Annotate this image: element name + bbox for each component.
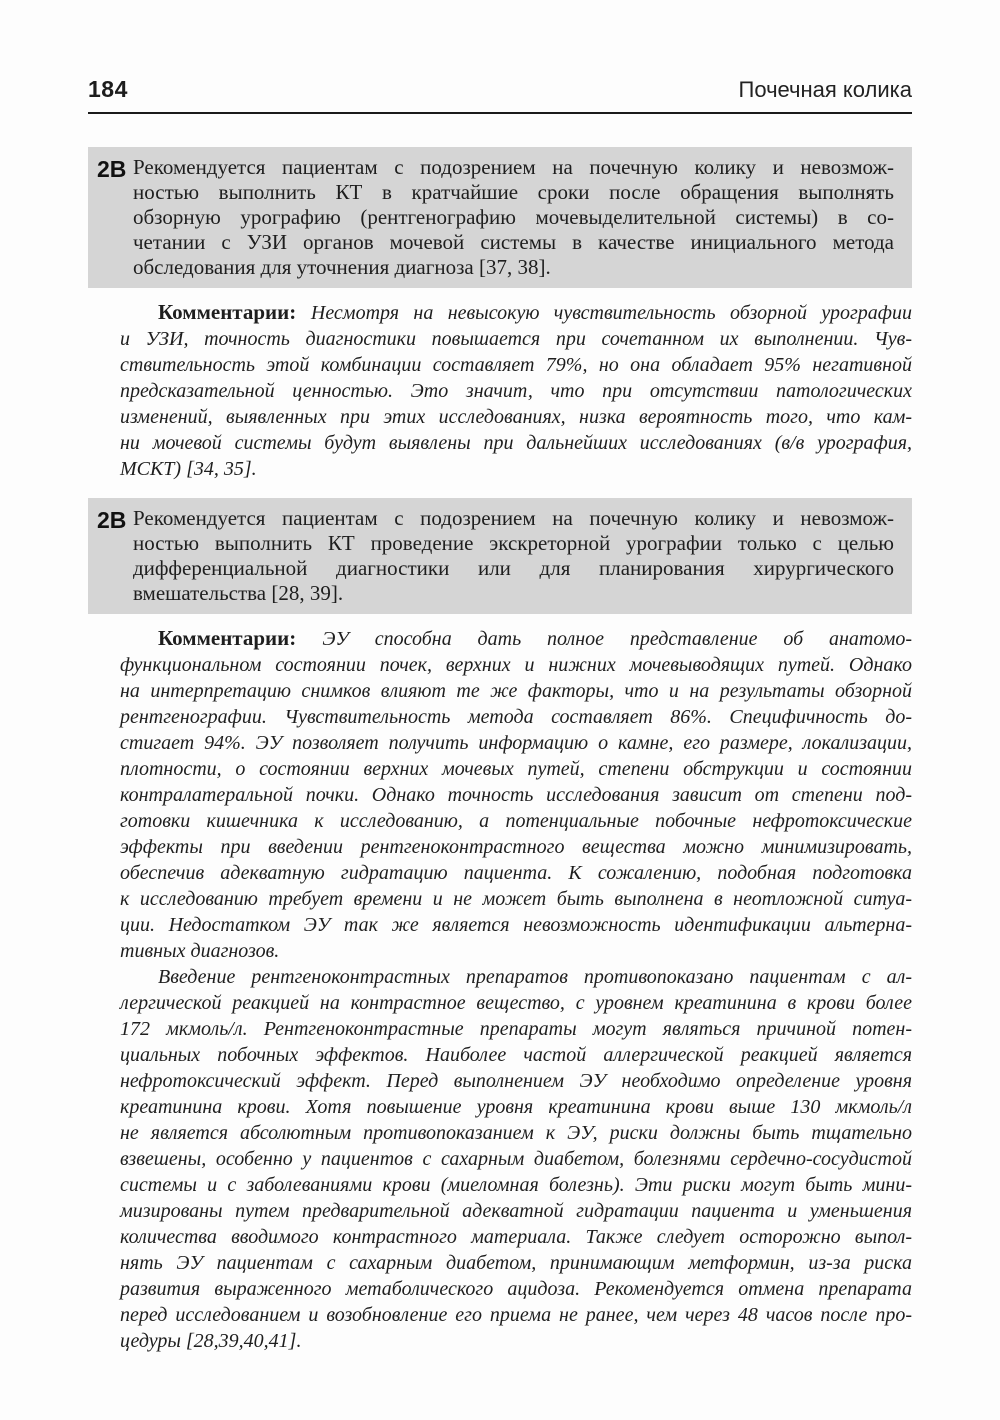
- comments-section-2: [120, 625, 912, 1354]
- text-line: лергической реакцией на контрастное вещество, с уровнем креатинина в крови более: [120, 992, 912, 1014]
- text-line: контралатеральной почки. Однако точность исследования зависит от степени под-: [120, 784, 912, 806]
- text-line: Рекомендуется пациентам с подозрением на почечную колику и невозмож-: [133, 155, 894, 179]
- text-line: функциональном состоянии почек, верхних и нижних мочевыводящих путей. Однако: [120, 654, 912, 676]
- text-line: циальных побочных эффектов. Наиболее частой аллергической реакцией является: [120, 1044, 912, 1066]
- text-line: на интерпретацию снимков влияют те же факторы, что и на результаты обзорной: [120, 680, 912, 702]
- text-line: ствительность этой комбинации составляет 79%, но она обладает 95% негативной: [120, 354, 912, 376]
- text-line: ни мочевой системы будут выявлены при дальнейших исследованиях (в/в урография,: [120, 432, 912, 454]
- text-line: Комментарии: Несмотря на невысокую чувствительность обзорной урографии: [158, 300, 912, 324]
- comments-label: Комментарии:: [158, 626, 323, 650]
- text-line: плотности, о состоянии верхних мочевых путей, степени обструкции и состоянии: [120, 758, 912, 780]
- text-line: рентгенографии. Чувствительность метода составляет 86%. Специфичность до-: [120, 706, 912, 728]
- text-line: Введение рентгеноконтрастных препаратов противопоказано пациентам с ал-: [158, 966, 912, 988]
- text-line: нефротоксический эффект. Перед выполнением ЭУ необходимо определение уровня: [120, 1070, 912, 1092]
- text-line: Рекомендуется пациентам с подозрением на почечную колику и невозмож-: [133, 506, 894, 530]
- recommendation-block-1: [88, 147, 912, 288]
- text-line: 172 мкмоль/л. Рентгеноконтрастные препараты могут являться причиной потен-: [120, 1018, 912, 1040]
- text-line: обзорную урографию (рентгенографию мочевыделительной системы) в со-: [133, 205, 894, 229]
- running-title: Почечная колика: [738, 77, 912, 102]
- text-line: ностью выполнить КТ в кратчайшие сроки после обращения выполнять: [133, 180, 894, 204]
- grade-badge-2: 2B: [97, 507, 127, 533]
- recommendation-text-2: [133, 506, 894, 606]
- text-line: МСКТ) [34, 35].: [120, 458, 257, 480]
- text-line: предсказательной ценностью. Это значит, что при отсутствии патологических: [120, 380, 912, 402]
- recommendation-block-2: [88, 498, 912, 614]
- text-line: ностью выполнить КТ проведение экскреторной урографии только с целью: [133, 531, 894, 555]
- comments-label: Комментарии:: [158, 300, 311, 324]
- grade-badge-1: 2B: [97, 156, 127, 182]
- text-line: к исследованию требует времени и не может быть выполнена в неотложной ситуа-: [120, 888, 912, 910]
- text-line: обеспечив адекватную гидратацию пациента. К сожалению, подобная подготовка: [120, 862, 912, 884]
- recommendation-text-1: [133, 155, 894, 280]
- text-line: системы и с заболеваниями крови (миеломная болезнь). Эти риски могут быть мини-: [120, 1174, 912, 1196]
- text-line: и УЗИ, точность диагностики повышается при сочетанном их выполнении. Чув-: [120, 328, 912, 350]
- text-line: вмешательства [28, 39].: [133, 581, 344, 605]
- text-line: эффекты при введении рентгеноконтрастного вещества можно минимизировать,: [120, 836, 912, 858]
- text-line: готовки кишечника к исследованию, а потенциальные побочные нефротоксические: [120, 810, 912, 832]
- page-number: 184: [88, 76, 128, 102]
- text-line: нять ЭУ пациентам с сахарным диабетом, принимающим метформин, из-за риска: [120, 1252, 912, 1274]
- text-line: не является абсолютным противопоказанием к ЭУ, риски должны быть тщательно: [120, 1122, 912, 1144]
- page-header: [88, 76, 912, 114]
- text-line: обследования для уточнения диагноза [37, 38].: [133, 255, 551, 279]
- text-line: креатинина крови. Хотя повышение уровня креатинина крови выше 130 мкмоль/л: [120, 1096, 912, 1118]
- text-line: стигает 94%. ЭУ позволяет получить информацию о камне, его размере, локализации,: [120, 732, 912, 754]
- text-line: мизированы путем предварительной адекватной гидратации пациента и уменьшения: [120, 1200, 912, 1222]
- comments-paragraph-1: [120, 299, 912, 482]
- text-line: количества вводимого контрастного материала. Также следует осторожно выпол-: [120, 1226, 912, 1248]
- text-line: взвешены, особенно у пациентов с сахарным диабетом, болезнями сердечно-сосудистой: [120, 1148, 912, 1170]
- text-line: Комментарии: ЭУ способна дать полное представление об анатомо-: [158, 626, 912, 650]
- comments-paragraph-2b: [120, 964, 912, 1354]
- text-line: перед исследованием и возобновление его приема не ранее, чем через 48 часов после про-: [120, 1304, 912, 1326]
- comments-paragraph-2a: [120, 625, 912, 964]
- text-line: развития выраженного метаболического ацидоза. Рекомендуется отмена препарата: [120, 1278, 912, 1300]
- text-line: четании с УЗИ органов мочевой системы в качестве инициального метода: [133, 230, 894, 254]
- text-line: дифференциальной диагностики или для планирования хирургического: [133, 556, 894, 580]
- text-line: тивных диагнозов.: [120, 940, 280, 962]
- text-line: изменений, выявленных при этих исследованиях, низка вероятность того, что кам-: [120, 406, 912, 428]
- text-line: цедуры [28,39,40,41].: [120, 1330, 302, 1352]
- text-line: ции. Недостатком ЭУ так же является невозможность идентификации альтерна-: [120, 914, 912, 936]
